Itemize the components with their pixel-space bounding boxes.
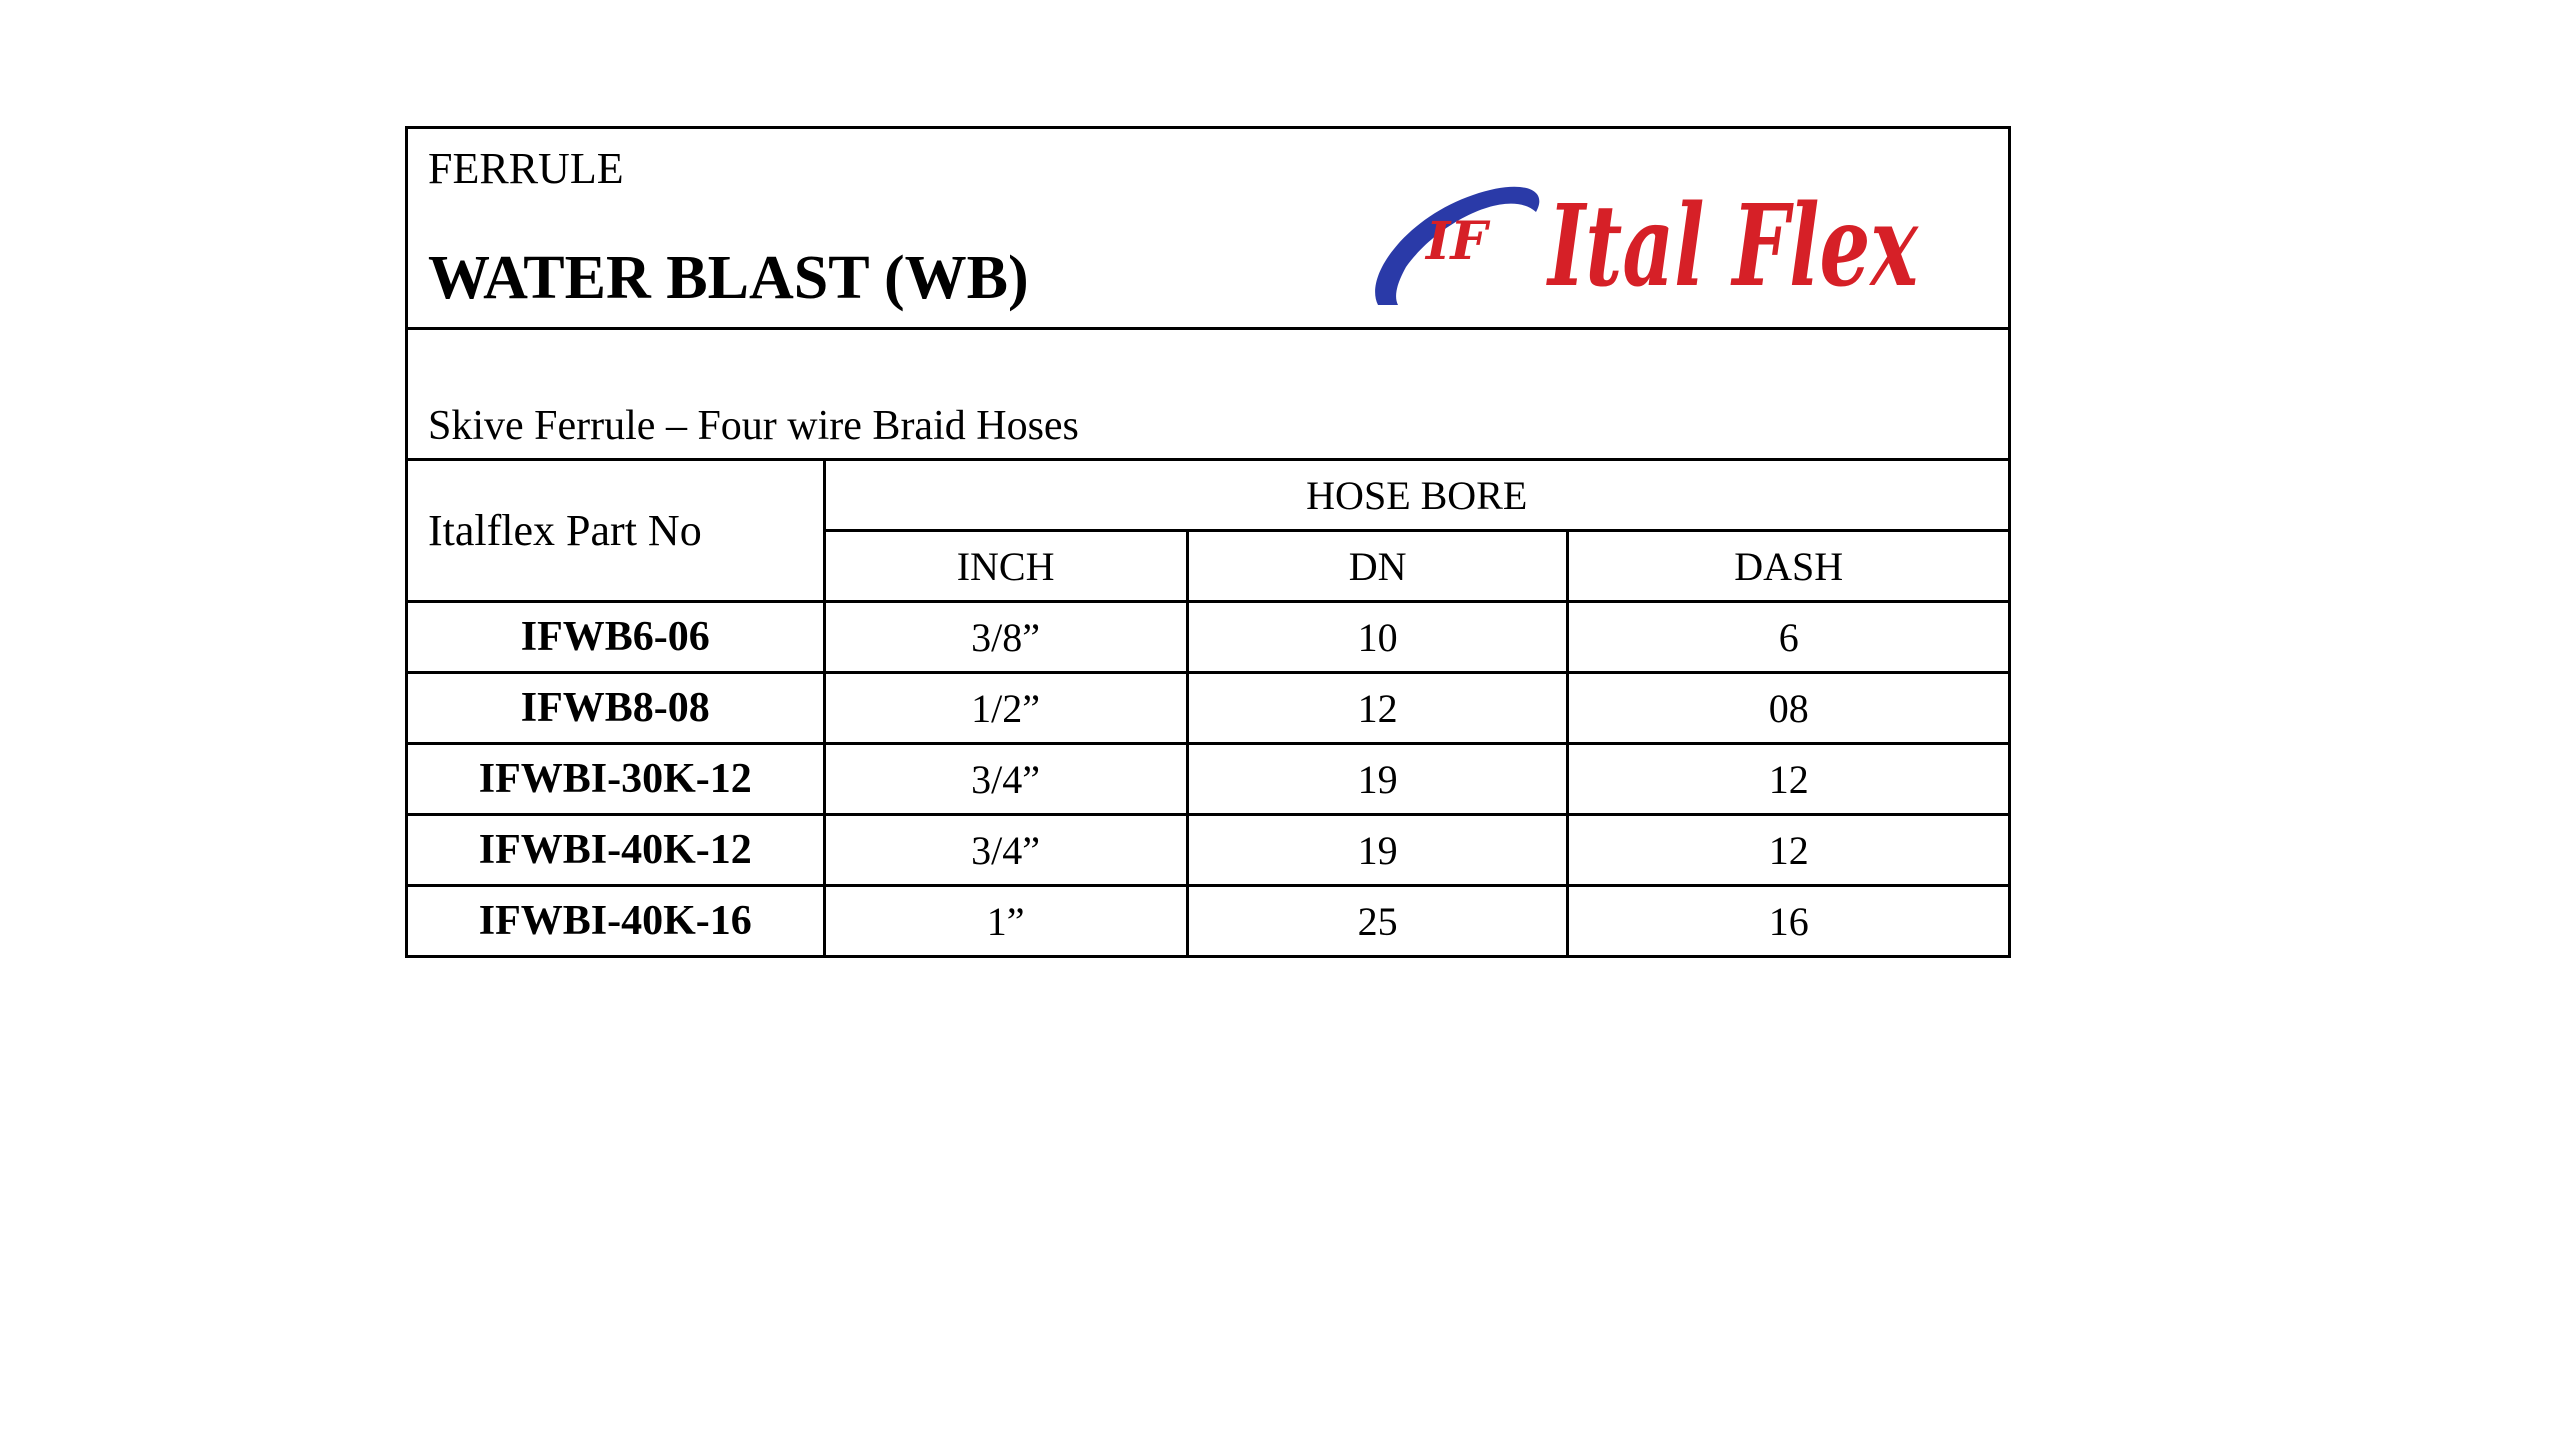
table-row — [408, 673, 2008, 744]
dn-cell: 25 — [1187, 886, 1568, 956]
document-title: WATER BLAST (WB) — [428, 244, 1029, 312]
header — [408, 129, 2008, 330]
dn-cell: 12 — [1187, 673, 1568, 744]
part-no-cell: IFWBI-30K-12 — [408, 744, 824, 815]
dn-header: DN — [1187, 531, 1568, 602]
dash-cell: 12 — [1568, 815, 2008, 886]
dash-cell: 08 — [1568, 673, 2008, 744]
table-header-row — [408, 461, 2008, 531]
part-no-cell: IFWB6-06 — [408, 602, 824, 673]
part-no-cell: IFWBI-40K-12 — [408, 815, 824, 886]
dash-cell: 6 — [1568, 602, 2008, 673]
table-row — [408, 602, 2008, 673]
dash-cell: 16 — [1568, 886, 2008, 956]
italflex-logo-graphic — [1368, 167, 1928, 317]
logo-brand-text: Ital Flex — [1545, 181, 1919, 312]
document-label: FERRULE — [428, 144, 624, 193]
dash-header: DASH — [1568, 531, 2008, 602]
hose-bore-header: HOSE BORE — [824, 461, 2008, 531]
ferrule-spec-table — [408, 461, 2008, 955]
table-row — [408, 815, 2008, 886]
subtitle-row — [408, 330, 2008, 461]
logo-emblem: IF — [1426, 211, 1488, 272]
document-subtitle: Skive Ferrule – Four wire Braid Hoses — [428, 403, 1079, 449]
inch-cell: 3/8” — [824, 602, 1187, 673]
inch-cell: 3/4” — [824, 815, 1187, 886]
part-no-header: Italflex Part No — [408, 461, 824, 602]
spec-sheet — [405, 126, 2011, 958]
table-row — [408, 886, 2008, 956]
dn-cell: 10 — [1187, 602, 1568, 673]
dn-cell: 19 — [1187, 744, 1568, 815]
inch-cell: 3/4” — [824, 744, 1187, 815]
inch-cell: 1” — [824, 886, 1187, 956]
inch-cell: 1/2” — [824, 673, 1187, 744]
part-no-cell: IFWB8-08 — [408, 673, 824, 744]
dn-cell: 19 — [1187, 815, 1568, 886]
italflex-logo — [1368, 167, 1928, 317]
part-no-cell: IFWBI-40K-16 — [408, 886, 824, 956]
inch-header: INCH — [824, 531, 1187, 602]
dash-cell: 12 — [1568, 744, 2008, 815]
table-row — [408, 744, 2008, 815]
